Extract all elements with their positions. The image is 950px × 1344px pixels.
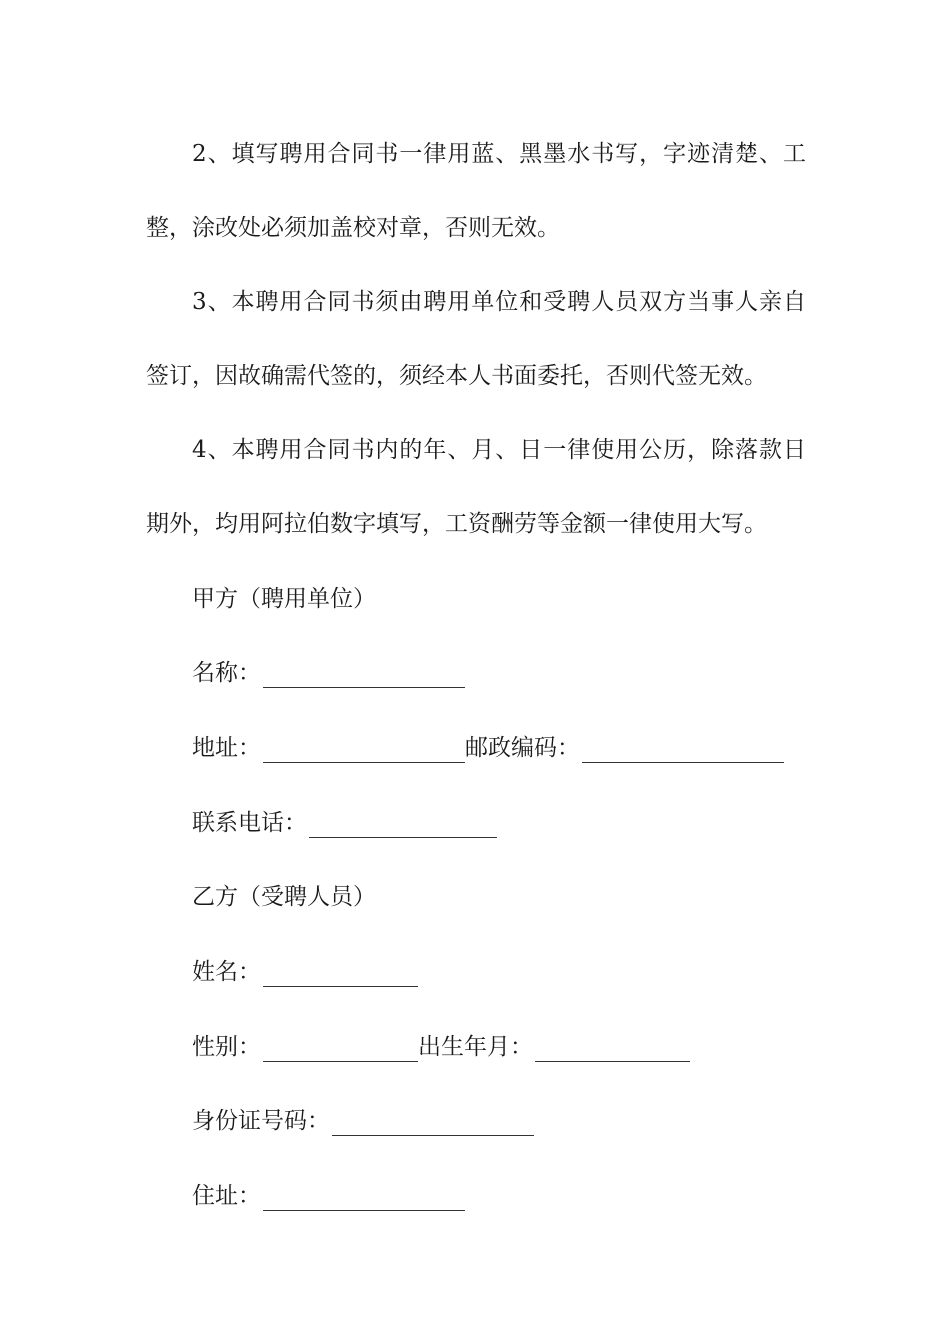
party-b-name-label: 姓名：: [192, 959, 261, 985]
instruction-text: 4、本聘用合同书内的年、月、日一律使用公历，除落款日: [192, 437, 806, 463]
party-a-address-label: 地址：: [192, 735, 261, 761]
party-b-address-field[interactable]: [263, 1188, 465, 1211]
party-b-gender-label: 性别：: [192, 1034, 261, 1060]
party-b-id-field[interactable]: [332, 1113, 534, 1136]
party-a-postcode-label: 邮政编码：: [465, 735, 580, 761]
party-b-birth-label: 出生年月：: [418, 1034, 533, 1060]
party-b-birth-field[interactable]: [535, 1039, 690, 1062]
party-a-phone-field[interactable]: [309, 815, 497, 838]
party-a-phone-label: 联系电话：: [192, 810, 307, 836]
party-b-id-label: 身份证号码：: [192, 1108, 330, 1134]
party-b-heading: 乙方（受聘人员）: [192, 884, 376, 910]
party-b-gender-field[interactable]: [263, 1039, 418, 1062]
party-a-name-field[interactable]: [263, 665, 465, 688]
instruction-text: 2、填写聘用合同书一律用蓝、黑墨水书写，字迹清楚、工: [192, 141, 806, 167]
instruction-text: 期外，均用阿拉伯数字填写，工资酬劳等金额一律使用大写。: [146, 511, 767, 537]
party-a-name-label: 名称：: [192, 660, 261, 686]
party-a-heading: 甲方（聘用单位）: [192, 586, 376, 612]
instruction-text: 整，涂改处必须加盖校对章，否则无效。: [146, 215, 560, 241]
instruction-text: 签订，因故确需代签的，须经本人书面委托，否则代签无效。: [146, 363, 767, 389]
party-b-name-field[interactable]: [263, 964, 418, 987]
party-a-postcode-field[interactable]: [582, 740, 784, 763]
party-b-address-label: 住址：: [192, 1183, 261, 1209]
instruction-text: 3、本聘用合同书须由聘用单位和受聘人员双方当事人亲自: [192, 289, 806, 315]
party-a-address-field[interactable]: [263, 740, 465, 763]
